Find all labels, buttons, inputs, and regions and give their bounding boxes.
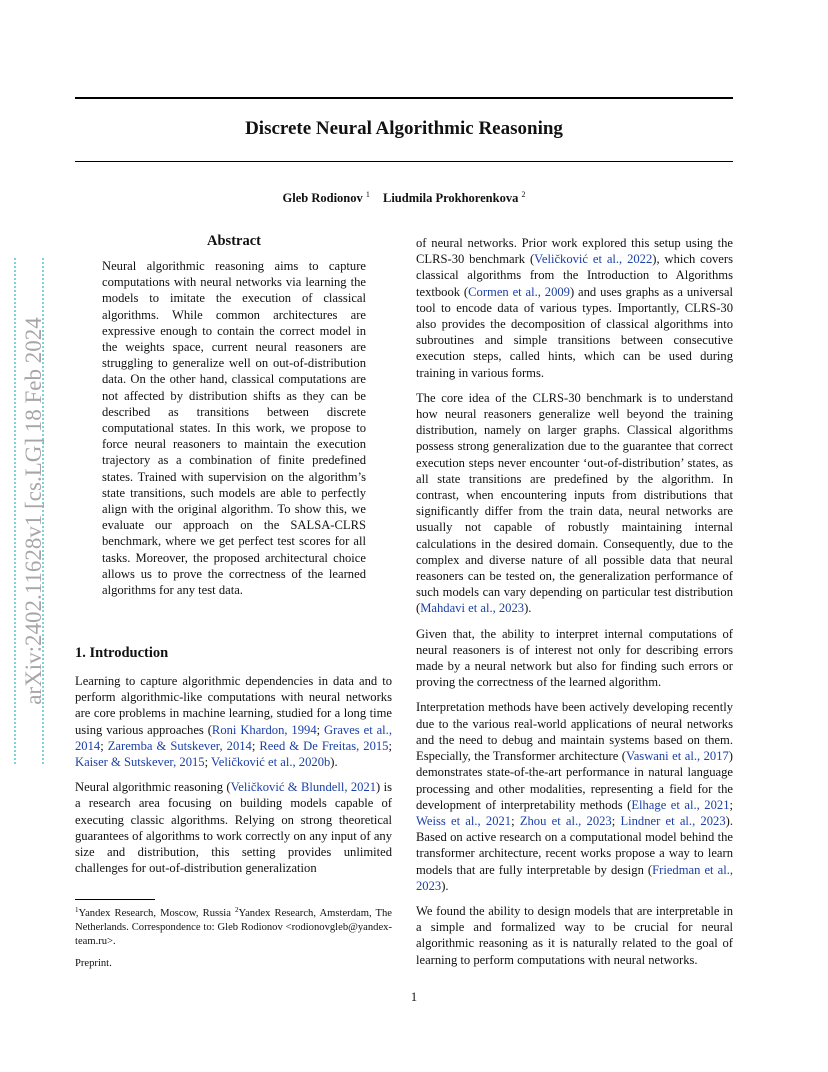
author-affiliation-mark: 1 (365, 190, 370, 199)
paragraph: Interpretation methods have been actively developing recently due to the various real-world applications of neural networks and the need to debug and maintain systems based on them. Especially, the Transformer architecture (Vaswani et al., 2017) demonstrates state-of-the-art performance in natural language processing and other modalities, representing a field for the development of interpretability methods (Elhage et al., 2021; Weiss et al., 2021; Zhou et al., 2023; Lindner et al., 2023). Based on active research on a computational model behind the transformer architecture, recent works propose a way to learn models that are fully interpretable by design (Friedman et al., 2023). (416, 700, 733, 893)
arxiv-stamp-text: arXiv:2402.11628v1 [cs.LG] 18 Feb 2024 (21, 317, 46, 705)
citation-link[interactable]: Graves et al., 2014 (75, 722, 392, 753)
page-number: 1 (410, 990, 418, 1004)
preprint-label: Preprint. (75, 958, 112, 969)
citation-link[interactable]: Veličković et al., 2022 (534, 252, 653, 267)
citation-link[interactable]: Vaswani et al., 2017 (626, 749, 729, 764)
abstract-heading: Abstract (207, 233, 261, 249)
affiliation-footnote: $^1$Yandex Research, Moscow, Russia $^2$Yandex Research, Amsterdam, The Netherlands. Correspondence to: Gleb Rodionov <rodionovgleb@yandex-team.ru>. (75, 906, 392, 948)
arxiv-stamp (14, 256, 54, 766)
citation-link[interactable]: Mahdavi et al., 2023 (420, 601, 525, 616)
right-column (416, 235, 733, 977)
paragraph: Given that, the ability to interpret internal computations of neural reasoners is of interest not only for describing errors made by a neural network but also for finding such errors or proving the correctness of the learned algorithm. (416, 626, 733, 690)
citation-link[interactable]: Roni Khardon, 1994 (211, 722, 317, 737)
paragraph: of neural networks. Prior work explored this setup using the CLRS-30 benchmark (Veličković et al., 2022), which covers classical algorithms from the Introduction to Algorithms textbook (Cormen et al., 2009) and uses graphs as a universal tool to encode data of various types. Importantly, CLRS-30 also provides the decomposition of classical algorithms into subroutines and simple transitions between consecutive execution steps, called hints, which can be used during training in various forms. (416, 236, 734, 380)
abstract-body (102, 258, 366, 607)
paper-title: Discrete Neural Algorithmic Reasoning (245, 118, 563, 139)
citation-link[interactable]: Kaiser & Sutskever, 2015 (75, 755, 205, 770)
author-name: Gleb Rodionov (282, 191, 363, 205)
citation-link[interactable]: Elhage et al., 2021 (631, 797, 730, 812)
author-list (75, 190, 733, 206)
citation-link[interactable]: Veličković et al., 2020b (211, 755, 331, 770)
paragraph: We found the ability to design models that are interpretable in a simple and formalized way to be crucial for neural algorithmic reasoning as it is naturally related to the goal of learning to perform computations with neural networks. (416, 903, 733, 967)
paragraph: The core idea of the CLRS-30 benchmark is to understand how neural reasoners generalize well beyond the training distribution, namely on larger graphs. Classical algorithms possess strong generalization due to the guarantee that correct execution steps never encounter ‘out-of-distribution’ states, as all state transitions are predefined by the algorithm. In contrast, when encountering inputs from distributions that significantly differ from the train data, neural networks are usually not capable of robustly maintaining internal calculations in the desired domain. Consequently, due to the complex and diverse nature of all possible data that neural reasoners can be tested on, the generalization performance of such models can vary depending on particular test distribution (Mahdavi et al., 2023). (416, 390, 733, 616)
section-heading-introduction: 1. Introduction (75, 645, 169, 661)
citation-link[interactable]: Zaremba & Sutskever, 2014 (107, 738, 252, 753)
title-rule-top (75, 97, 733, 99)
introduction-left-column (75, 673, 392, 885)
citation-link[interactable]: Veličković & Blundell, 2021 (230, 780, 377, 795)
paragraph: Neural algorithmic reasoning (Veličković & Blundell, 2021) is a research area focusing on building models capable of executing classic algorithms. Relying on strong theoretical guarantees of algorithms to work correctly on any input of any size and distribution, this setting provides unlimited challenges for out-of-distribution generalization (75, 780, 393, 876)
footnote-rule (75, 899, 155, 900)
citation-link[interactable]: Reed & De Freitas, 2015 (259, 738, 389, 753)
citation-link[interactable]: Zhou et al., 2023 (519, 813, 612, 828)
title-rule-bottom (75, 161, 733, 162)
paragraph: Learning to capture algorithmic dependencies in data and to perform algorithmic-like computations with neural networks are core problems in machine learning, studied for a long time using various approaches (Roni Khardon, 1994; Graves et al., 2014; Zaremba & Sutskever, 2014; Reed & De Freitas, 2015; Kaiser & Sutskever, 2015; Veličković et al., 2020b). (75, 674, 392, 770)
citation-link[interactable]: Friedman et al., 2023 (416, 862, 733, 893)
citation-link[interactable]: Cormen et al., 2009 (468, 284, 570, 299)
abstract-text: Neural algorithmic reasoning aims to capture computations with neural networks via learning the models to imitate the execution of classical algorithms. While common architectures are expressive enough to contain the correct model in the weights space, current neural reasoners are struggling to generalize well on out-of-distribution data. On the other hand, classical computations are not affected by distribution shifts as they can be described as transitions between discrete computational states. In this work, we propose to force neural reasoners to maintain the execution trajectory as a combination of finite predefined states. Trained with supervision on the algorithm’s state transitions, such models are able to perfectly align with the original algorithm. To show this, we evaluate our approach on the SALSA-CLRS benchmark, where we get perfect test scores for all tasks. Moreover, the proposed architectural choice allows us to prove the correctness of the learned algorithms for any test data. (102, 259, 366, 598)
citation-link[interactable]: Lindner et al., 2023 (620, 813, 726, 828)
author-name: Liudmila Prokhorenkova (383, 191, 519, 205)
author-affiliation-mark: 2 (521, 190, 526, 199)
citation-link[interactable]: Weiss et al., 2021 (416, 813, 512, 828)
